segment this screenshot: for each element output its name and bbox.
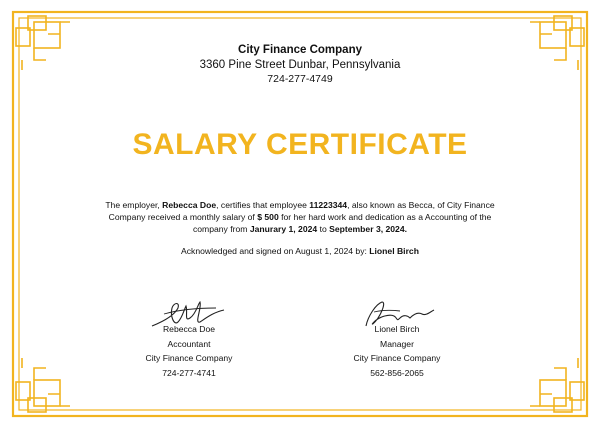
signer-role: Accountant [167, 338, 211, 349]
signature-block-manager [307, 296, 487, 380]
company-address: 3360 Pine Street Dunbar, Pennsylvania [199, 59, 401, 71]
employee-id: 11223344 [309, 200, 348, 210]
company-name: City Finance Company [238, 44, 362, 56]
company-phone: 724-277-4749 [267, 73, 333, 85]
ack-signer: Lionel Birch [369, 246, 419, 256]
signer-phone: 724-277-4741 [162, 367, 216, 378]
signer-name: Lionel Birch [374, 324, 420, 334]
signer-role: Manager [380, 338, 414, 349]
signer-company: City Finance Company [353, 353, 441, 363]
certificate-title: SALARY CERTIFICATE [132, 128, 468, 161]
certificate-body: The employer, Rebecca Doe, certifies that employee 11223344, also known as Becca, of City Finance Company received a monthly salary of $ 500 for her hard work and dedication as a Accounting of the company from Janurary 1, 2024 to September 3, 2024. [105, 200, 495, 234]
signature-block-employer [99, 296, 279, 380]
start-date: Janurary 1, 2024 [249, 224, 318, 234]
signer-phone: 562-856-2065 [370, 367, 424, 378]
salary-amount: $ 500 [257, 212, 279, 222]
end-date: September 3, 2024. [329, 224, 408, 234]
signer-name: Rebecca Doe [162, 324, 216, 334]
employer-name: Rebecca Doe [162, 200, 217, 210]
acknowledgement: Acknowledged and signed on August 1, 2024 by: Lionel Birch [181, 246, 419, 256]
signer-company: City Finance Company [145, 353, 233, 363]
